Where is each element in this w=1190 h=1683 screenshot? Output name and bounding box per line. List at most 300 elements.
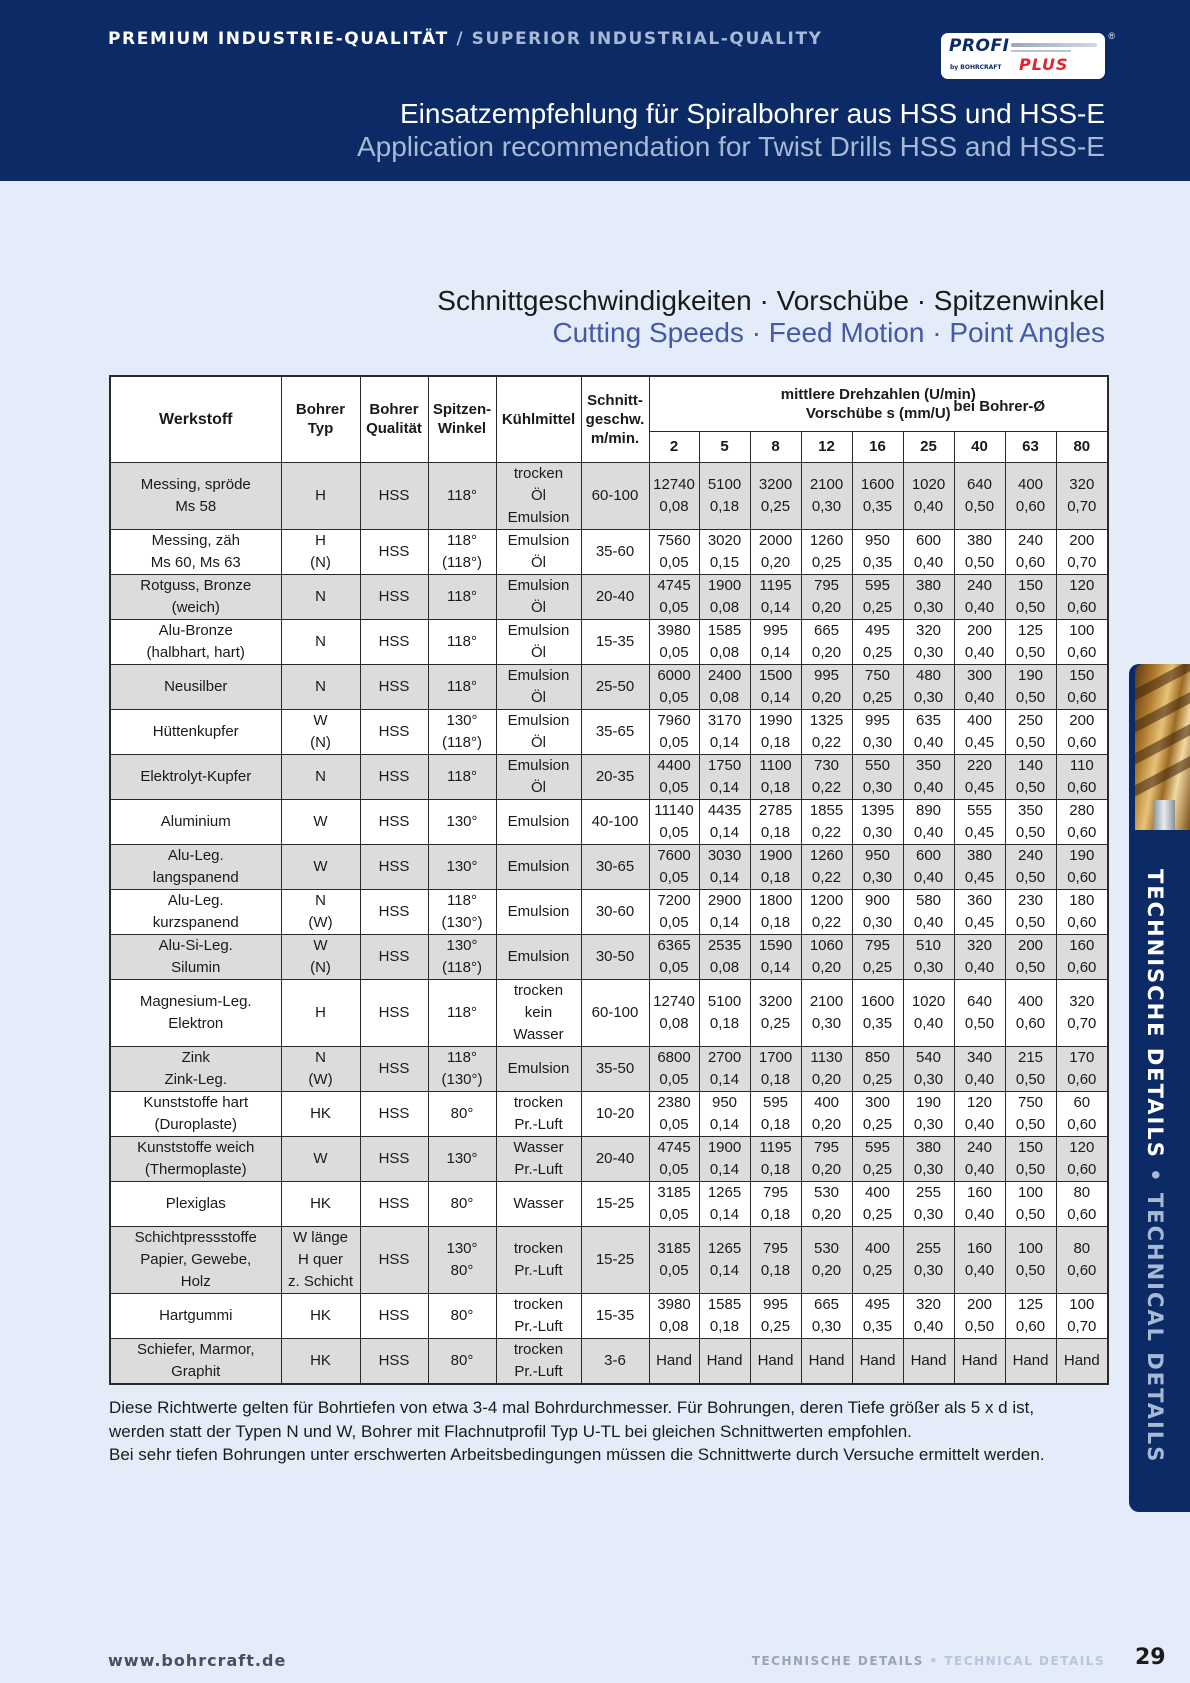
feed-value: 0,30 (811, 1317, 842, 1335)
cell-rpm-feed (954, 462, 1005, 529)
cell-bohrer-typ: W (281, 1136, 360, 1181)
rpm-value: 150 (1017, 1138, 1044, 1156)
rpm-value: 400 (864, 1183, 891, 1201)
feed-value: 0,25 (862, 1115, 893, 1133)
cell-rpm-feed (801, 844, 852, 889)
cell-rpm-feed (750, 664, 801, 709)
cell-spitzenwinkel: 130° (428, 1136, 496, 1181)
rpm-value: 600 (915, 531, 942, 549)
rpm-value: 255 (915, 1239, 942, 1257)
rpm-value: 380 (915, 576, 942, 594)
rpm-value: 795 (762, 1239, 789, 1257)
header-diameter: 12 (801, 431, 852, 462)
rpm-value: 125 (1017, 621, 1044, 639)
cell-bohrer-typ: HK (281, 1091, 360, 1136)
feed-value: 0,14 (709, 1160, 740, 1178)
cell-rpm-feed (750, 1136, 801, 1181)
rpm-value: 190 (1017, 666, 1044, 684)
feed-value: 0,22 (811, 823, 842, 841)
cell-rpm-feed (954, 1136, 1005, 1181)
rpm-value: 120 (1069, 1138, 1095, 1156)
cell-rpm-feed: Hand (1056, 1338, 1108, 1384)
cell-rpm-feed: Hand (954, 1338, 1005, 1384)
rpm-value: 995 (813, 666, 840, 684)
header-diameter: 16 (852, 431, 903, 462)
logo-drill-icon (1011, 43, 1097, 47)
feed-value: 0,35 (862, 1317, 893, 1335)
rpm-value: 530 (813, 1239, 840, 1257)
rpm-value: 795 (762, 1183, 789, 1201)
feed-value: 0,35 (862, 497, 893, 515)
rpm-value: 360 (966, 891, 993, 909)
cell-kuehlmittel: Wasser (496, 1181, 581, 1226)
rpm-value: 140 (1017, 756, 1044, 774)
cell-rpm-feed (954, 844, 1005, 889)
cell-rpm-feed (699, 844, 750, 889)
cell-schnittgeschwindigkeit: 60-100 (581, 462, 649, 529)
cell-spitzenwinkel: 118° (428, 979, 496, 1046)
cell-werkstoff: Magnesium-Leg. Elektron (110, 979, 281, 1046)
feed-value: 0,18 (760, 733, 791, 751)
rpm-value: 3980 (657, 1295, 691, 1313)
feed-value: 0,14 (760, 958, 791, 976)
header-diameter: 8 (750, 431, 801, 462)
rpm-value: 160 (966, 1183, 993, 1201)
cell-werkstoff: Hüttenkupfer (110, 709, 281, 754)
feed-value: 0,20 (811, 1115, 842, 1133)
feed-value: 0,40 (964, 1205, 995, 1223)
cell-rpm-feed (699, 1046, 750, 1091)
feed-value: 0,50 (1015, 823, 1046, 841)
rpm-value: 400 (1017, 992, 1044, 1010)
cell-kuehlmittel: Emulsion (496, 889, 581, 934)
rpm-value: 3200 (758, 475, 793, 493)
tagline-de: PREMIUM INDUSTRIE-QUALITÄT (108, 29, 449, 49)
cell-rpm-feed (649, 574, 699, 619)
cell-rpm-feed: Hand (801, 1338, 852, 1384)
feed-value: 0,60 (1015, 1014, 1046, 1032)
cell-spitzenwinkel: 118° (130°) (428, 1046, 496, 1091)
cell-rpm-feed (649, 462, 699, 529)
feed-value: 0,18 (760, 1070, 791, 1088)
feed-value: 0,18 (709, 497, 740, 515)
cell-spitzenwinkel: 118° (428, 574, 496, 619)
cell-rpm-feed (1056, 1091, 1108, 1136)
cell-bohrer-typ: N (W) (281, 1046, 360, 1091)
feed-value: 0,08 (709, 688, 740, 706)
cell-bohrer-typ: W (281, 799, 360, 844)
cell-rpm-feed (954, 619, 1005, 664)
cell-schnittgeschwindigkeit: 35-50 (581, 1046, 649, 1091)
rpm-value: 220 (966, 756, 993, 774)
cell-kuehlmittel: Emulsion (496, 1046, 581, 1091)
cell-schnittgeschwindigkeit: 35-60 (581, 529, 649, 574)
cell-rpm-feed (1005, 1046, 1056, 1091)
feed-value: 0,05 (659, 643, 689, 661)
feed-value: 0,40 (913, 1317, 944, 1335)
rpm-value: 635 (915, 711, 942, 729)
cell-schnittgeschwindigkeit: 30-50 (581, 934, 649, 979)
rpm-value: 215 (1017, 1048, 1044, 1066)
cell-rpm-feed: Hand (649, 1338, 699, 1384)
rpm-value: 60 (1073, 1093, 1091, 1111)
table-row (110, 462, 1108, 529)
header-diameter: 80 (1056, 431, 1108, 462)
feed-value: 0,25 (760, 1317, 791, 1335)
cell-rpm-feed (954, 709, 1005, 754)
rpm-value: 250 (1017, 711, 1044, 729)
rpm-value: 995 (864, 711, 891, 729)
cell-schnittgeschwindigkeit: 15-25 (581, 1226, 649, 1293)
table-row (110, 844, 1108, 889)
cell-bohrer-typ: W (N) (281, 934, 360, 979)
cell-rpm-feed (903, 462, 954, 529)
cell-rpm-feed (1056, 574, 1108, 619)
feed-value: 0,18 (760, 778, 791, 796)
rpm-value: 950 (864, 846, 891, 864)
cell-rpm-feed (903, 1046, 954, 1091)
cell-qualitaet: HSS (360, 889, 428, 934)
feed-value: 0,30 (913, 643, 944, 661)
feed-value: 0,60 (1067, 1261, 1097, 1279)
feed-value: 0,50 (1015, 1160, 1046, 1178)
rpm-value: 380 (915, 1138, 942, 1156)
rpm-value: 350 (1017, 801, 1044, 819)
cell-kuehlmittel: trocken Pr.-Luft (496, 1091, 581, 1136)
cell-rpm-feed (1056, 664, 1108, 709)
cell-werkstoff: Elektrolyt-Kupfer (110, 754, 281, 799)
feed-value: 0,14 (709, 1205, 740, 1223)
side-tab-label: TECHNISCHE DETAILS • TECHNICAL DETAILS (1143, 869, 1167, 1464)
cell-rpm-feed (699, 979, 750, 1046)
cell-rpm-feed (903, 1226, 954, 1293)
rpm-value: 5100 (707, 475, 742, 493)
feed-value: 0,40 (913, 868, 944, 886)
cell-schnittgeschwindigkeit: 20-40 (581, 1136, 649, 1181)
feed-value: 0,50 (964, 1317, 995, 1335)
feed-value: 0,60 (1067, 1205, 1097, 1223)
rpm-value: 380 (966, 846, 993, 864)
rpm-value: 300 (864, 1093, 891, 1111)
rpm-value: 240 (966, 576, 993, 594)
rpm-value: 1020 (911, 992, 946, 1010)
cell-rpm-feed (649, 1226, 699, 1293)
cell-kuehlmittel: Emulsion Öl (496, 574, 581, 619)
rpm-value: 80 (1073, 1183, 1091, 1201)
cell-rpm-feed (852, 1136, 903, 1181)
logo-drill-flute-icon (1011, 50, 1071, 52)
feed-value: 0,60 (1067, 1160, 1097, 1178)
rpm-value: 495 (864, 1295, 891, 1313)
cell-rpm-feed (649, 1136, 699, 1181)
feed-value: 0,40 (964, 1115, 995, 1133)
rpm-value: 190 (1069, 846, 1095, 864)
cell-rpm-feed (954, 754, 1005, 799)
feed-value: 0,14 (709, 1115, 740, 1133)
footer-url[interactable]: www.bohrcraft.de (108, 1651, 287, 1670)
feed-value: 0,05 (659, 1070, 689, 1088)
rpm-value: 1700 (758, 1048, 793, 1066)
feed-value: 0,30 (862, 823, 893, 841)
feed-value: 0,30 (913, 1261, 944, 1279)
rpm-value: 400 (813, 1093, 840, 1111)
feed-value: 0,20 (811, 1070, 842, 1088)
feed-value: 0,18 (760, 823, 791, 841)
cell-rpm-feed (903, 709, 954, 754)
rpm-value: 540 (915, 1048, 942, 1066)
cell-werkstoff: Alu-Leg. kurzspanend (110, 889, 281, 934)
cell-rpm-feed (1005, 889, 1056, 934)
feed-value: 0,60 (1067, 1115, 1097, 1133)
cell-werkstoff: Rotguss, Bronze (weich) (110, 574, 281, 619)
rpm-value: 600 (915, 846, 942, 864)
feed-value: 0,05 (659, 1261, 689, 1279)
feed-value: 0,50 (1015, 1205, 1046, 1223)
cell-rpm-feed (954, 574, 1005, 619)
cell-bohrer-typ: HK (281, 1293, 360, 1338)
feed-value: 0,40 (913, 913, 944, 931)
feed-value: 0,50 (1015, 1115, 1046, 1133)
cell-rpm-feed (750, 529, 801, 574)
cell-rpm-feed (954, 889, 1005, 934)
cell-rpm-feed (750, 1181, 801, 1226)
feed-value: 0,05 (659, 778, 689, 796)
feed-value: 0,08 (659, 1014, 689, 1032)
cell-rpm-feed (1005, 1136, 1056, 1181)
logo-plus: PLUS (1019, 55, 1069, 74)
feed-value: 0,22 (811, 913, 842, 931)
cell-rpm-feed (750, 1091, 801, 1136)
cell-rpm-feed (1005, 979, 1056, 1046)
rpm-value: 530 (813, 1183, 840, 1201)
cell-bohrer-typ: W (N) (281, 709, 360, 754)
feed-value: 0,70 (1067, 1014, 1097, 1032)
cell-rpm-feed (699, 1181, 750, 1226)
rpm-value: 320 (1069, 475, 1095, 493)
feed-value: 0,50 (964, 1014, 995, 1032)
header-diameter: 25 (903, 431, 954, 462)
feed-value: 0,05 (659, 1205, 689, 1223)
cell-kuehlmittel: Emulsion Öl (496, 709, 581, 754)
cell-schnittgeschwindigkeit: 20-40 (581, 574, 649, 619)
rpm-value: 1130 (810, 1048, 843, 1066)
feed-value: 0,22 (811, 733, 842, 751)
header-title-de: Einsatzempfehlung für Spiralbohrer aus HSS und HSS-E (399, 98, 1105, 129)
cell-rpm-feed (649, 754, 699, 799)
cell-schnittgeschwindigkeit: 3-6 (581, 1338, 649, 1384)
cell-rpm-feed (750, 844, 801, 889)
feed-value: 0,08 (709, 958, 740, 976)
cell-rpm-feed (649, 529, 699, 574)
cell-rpm-feed: Hand (699, 1338, 750, 1384)
cell-rpm-feed (954, 979, 1005, 1046)
cell-rpm-feed (852, 889, 903, 934)
feed-value: 0,14 (709, 913, 740, 931)
cell-rpm-feed (750, 979, 801, 1046)
feed-value: 0,25 (862, 958, 893, 976)
cell-schnittgeschwindigkeit: 15-25 (581, 1181, 649, 1226)
cell-werkstoff: Kunststoffe hart (Duroplaste) (110, 1091, 281, 1136)
cell-rpm-feed (801, 1091, 852, 1136)
cell-rpm-feed (649, 979, 699, 1046)
feed-value: 0,60 (1067, 733, 1097, 751)
rpm-value: 240 (1017, 531, 1044, 549)
feed-value: 0,05 (659, 1115, 689, 1133)
cell-rpm-feed: Hand (750, 1338, 801, 1384)
cell-rpm-feed (750, 709, 801, 754)
feed-value: 0,05 (659, 733, 689, 751)
cell-rpm-feed (801, 1293, 852, 1338)
feed-value: 0,50 (1015, 778, 1046, 796)
feed-value: 0,60 (1067, 778, 1097, 796)
cell-rpm-feed (699, 754, 750, 799)
cell-rpm-feed (750, 1293, 801, 1338)
feed-value: 0,20 (811, 1261, 842, 1279)
table-row (110, 754, 1108, 799)
cell-rpm-feed (801, 1226, 852, 1293)
table-row (110, 934, 1108, 979)
rpm-value: 200 (966, 1295, 993, 1313)
cell-rpm-feed (1056, 799, 1108, 844)
table-row (110, 1046, 1108, 1091)
cell-rpm-feed (1005, 664, 1056, 709)
feed-value: 0,20 (811, 958, 842, 976)
cell-schnittgeschwindigkeit: 20-35 (581, 754, 649, 799)
rpm-value: 100 (1069, 1295, 1095, 1313)
cell-bohrer-typ: H (281, 979, 360, 1046)
rpm-value: 555 (966, 801, 993, 819)
section-title-de: Schnittgeschwindigkeiten · Vorschübe · Spitzenwinkel (437, 285, 1105, 316)
notes (109, 1396, 1169, 1467)
cell-rpm-feed (903, 844, 954, 889)
table-row (110, 1181, 1108, 1226)
table-row (110, 619, 1108, 664)
cell-rpm-feed (699, 574, 750, 619)
cell-spitzenwinkel: 118° (428, 462, 496, 529)
page-header (0, 0, 1190, 181)
header-diameter: 40 (954, 431, 1005, 462)
feed-value: 0,40 (964, 958, 995, 976)
feed-value: 0,15 (709, 553, 740, 571)
cell-spitzenwinkel: 80° (428, 1181, 496, 1226)
cell-rpm-feed (903, 799, 954, 844)
header-diameter: 2 (649, 431, 699, 462)
feed-value: 0,50 (1015, 733, 1046, 751)
feed-value: 0,50 (1015, 1261, 1046, 1279)
rpm-value: 200 (1069, 531, 1095, 549)
rpm-value: 6000 (657, 666, 691, 684)
cell-spitzenwinkel: 130° (118°) (428, 934, 496, 979)
feed-value: 0,50 (1015, 868, 1046, 886)
cell-rpm-feed: Hand (1005, 1338, 1056, 1384)
cell-rpm-feed (649, 1091, 699, 1136)
rpm-value: 1260 (809, 531, 844, 549)
cell-rpm-feed (750, 619, 801, 664)
rpm-value: 150 (1069, 666, 1095, 684)
feed-value: 0,14 (709, 1261, 740, 1279)
rpm-value: 3980 (657, 621, 691, 639)
cell-schnittgeschwindigkeit: 15-35 (581, 1293, 649, 1338)
feed-value: 0,30 (913, 1115, 944, 1133)
feed-value: 0,14 (709, 1070, 740, 1088)
feed-value: 0,60 (1067, 868, 1097, 886)
cell-rpm-feed (1056, 619, 1108, 664)
feed-value: 0,14 (760, 598, 791, 616)
cell-rpm-feed (801, 799, 852, 844)
rpm-value: 495 (864, 621, 891, 639)
cell-werkstoff: Messing, spröde Ms 58 (110, 462, 281, 529)
feed-value: 0,18 (709, 1014, 740, 1032)
header-bohrer-qualitaet: Bohrer Qualität (360, 376, 428, 462)
cell-rpm-feed (903, 934, 954, 979)
cell-qualitaet: HSS (360, 1338, 428, 1384)
feed-value: 0,05 (659, 598, 689, 616)
drill-bit-image (1135, 664, 1190, 830)
cell-rpm-feed (1005, 709, 1056, 754)
cell-bohrer-typ: W (281, 844, 360, 889)
rpm-value: 190 (915, 1093, 942, 1111)
rpm-value: 595 (864, 1138, 891, 1156)
feed-value: 0,50 (1015, 598, 1046, 616)
cell-kuehlmittel: trocken Pr.-Luft (496, 1338, 581, 1384)
rpm-value: 1100 (759, 756, 792, 774)
cell-rpm-feed (903, 1293, 954, 1338)
cell-schnittgeschwindigkeit: 35-65 (581, 709, 649, 754)
rpm-value: 11140 (654, 801, 694, 819)
cell-rpm-feed (801, 529, 852, 574)
rpm-value: 1195 (759, 576, 792, 594)
feed-value: 0,35 (862, 553, 893, 571)
rpm-value: 240 (1017, 846, 1044, 864)
rpm-value: 100 (1017, 1183, 1044, 1201)
rpm-value: 160 (1069, 936, 1095, 954)
rpm-value: 6800 (657, 1048, 691, 1066)
feed-value: 0,45 (964, 778, 995, 796)
rpm-value: 320 (915, 621, 942, 639)
table-row (110, 664, 1108, 709)
cell-werkstoff: Messing, zäh Ms 60, Ms 63 (110, 529, 281, 574)
feed-value: 0,08 (709, 643, 740, 661)
cell-rpm-feed (1056, 1136, 1108, 1181)
cell-rpm-feed (699, 799, 750, 844)
rpm-value: 200 (966, 621, 993, 639)
rpm-value: 380 (966, 531, 993, 549)
rpm-value: 1500 (758, 666, 793, 684)
cell-rpm-feed (699, 1136, 750, 1181)
rpm-value: 1020 (911, 475, 946, 493)
cell-kuehlmittel: Wasser Pr.-Luft (496, 1136, 581, 1181)
cell-spitzenwinkel: 80° (428, 1293, 496, 1338)
table-row (110, 529, 1108, 574)
rpm-value: 2900 (707, 891, 742, 909)
cell-rpm-feed (954, 1091, 1005, 1136)
cell-rpm-feed (903, 529, 954, 574)
rpm-value: 550 (864, 756, 891, 774)
cell-schnittgeschwindigkeit: 30-60 (581, 889, 649, 934)
cell-rpm-feed (954, 529, 1005, 574)
rpm-value: 580 (915, 891, 942, 909)
rpm-value: 510 (915, 936, 942, 954)
cell-rpm-feed (750, 574, 801, 619)
rpm-value: 1990 (758, 711, 793, 729)
table-row (110, 1136, 1108, 1181)
cell-rpm-feed (1056, 1293, 1108, 1338)
cell-rpm-feed (852, 1091, 903, 1136)
feed-value: 0,30 (862, 913, 893, 931)
cell-schnittgeschwindigkeit: 25-50 (581, 664, 649, 709)
feed-value: 0,18 (760, 868, 791, 886)
tagline-en: SUPERIOR INDUSTRIAL-QUALITY (471, 29, 823, 49)
